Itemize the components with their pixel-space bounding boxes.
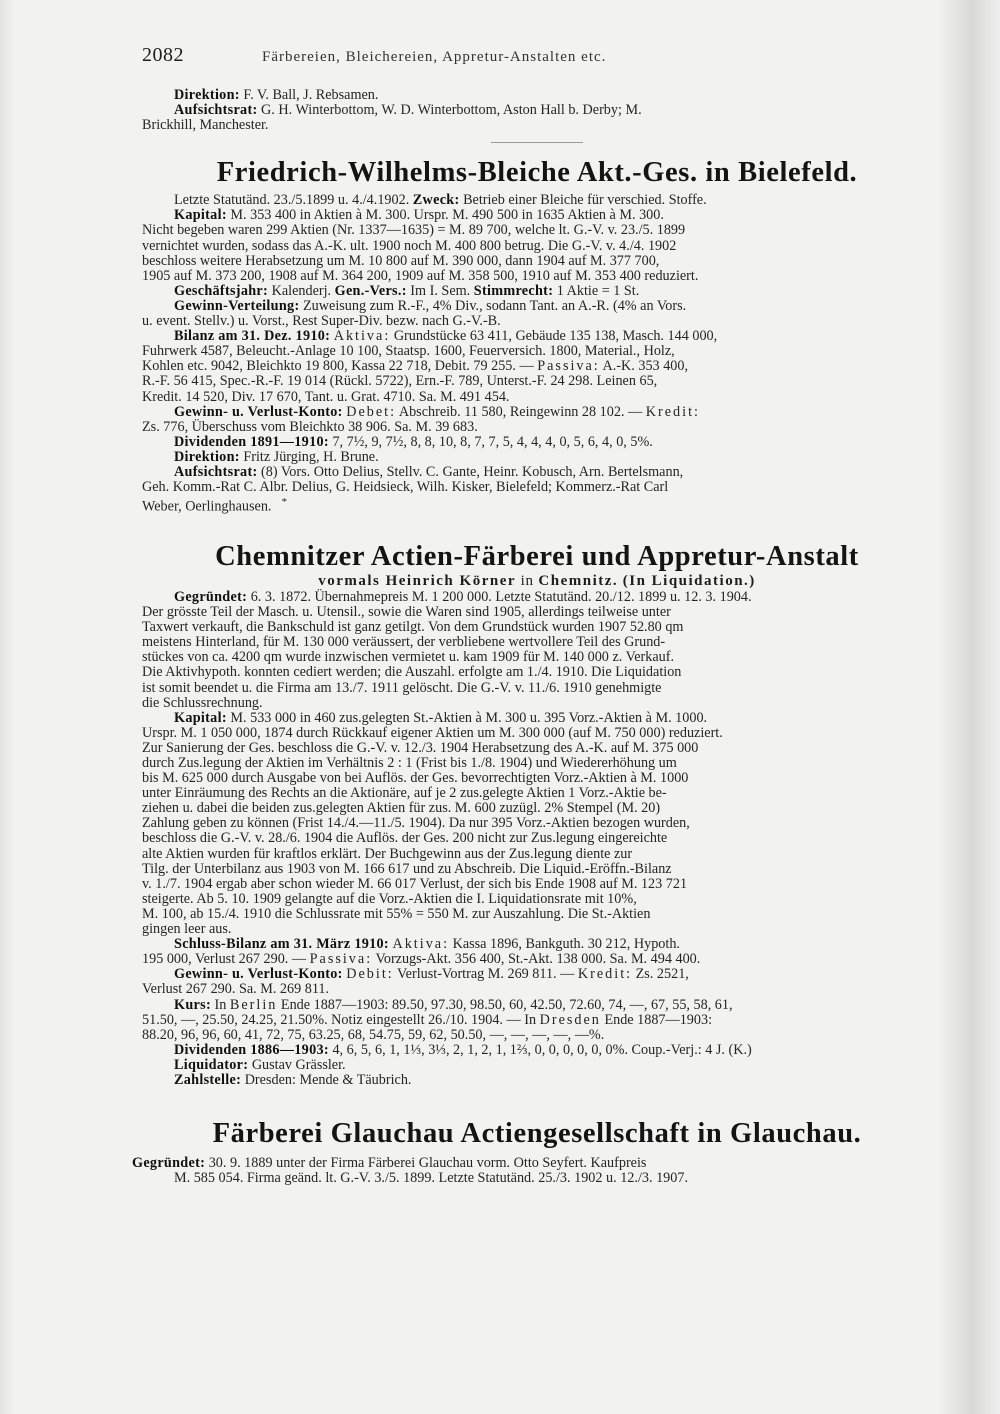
- text-line: Zur Sanierung der Ges. beschloss die G.-V. v. 12./3. 1904 Herabsetzung des A.-K. auf M. 375 000: [142, 739, 699, 756]
- text-line: Weber, Oerlinghausen. *: [142, 496, 287, 515]
- text-line: beschloss weitere Herabsetzung um M. 10 800 auf M. 390 000, dann 1904 auf M. 377 700,: [142, 252, 660, 269]
- page-content: [132, 44, 932, 1187]
- aufsichtsrat-line-cont: Brickhill, Manchester.: [142, 117, 269, 134]
- text-line: steigerte. Ab 5. 10. 1909 gelangte auf die Vorz.-Aktien die I. Liquidationsrate mit 10%,: [142, 890, 637, 907]
- gegruendet-line: Gegründet: 30. 9. 1889 unter der Firma Färberei Glauchau vorm. Otto Seyfert. Kaufpreis: [132, 1155, 647, 1172]
- text-line: stückes von ca. 4200 qm wurde inzwischen vermietet u. kam 1909 für M. 140 000 z. Verkauf.: [142, 649, 675, 666]
- running-title: Färbereien, Bleichereien, Appretur-Anstalten etc.: [262, 49, 607, 65]
- text-line: R.-F. 56 415, Spec.-R.-F. 19 014 (Rückl. 5722), Ern.-F. 789, Unterst.-F. 24 298. Leinen 65,: [142, 373, 658, 390]
- text-line: Die Aktivhypoth. konnten cediert werden; die Auszahl. erfolgte am 1./4. 1910. Die Liquidation: [142, 664, 682, 681]
- company-subtitle-chemnitz: vormals Heinrich Körner in Chemnitz. (In Liquidation.): [318, 572, 756, 589]
- text-line: meistens Hinterland, für M. 130 000 veräussert, der verbliebene wertvollere Teil des Grund-: [142, 634, 666, 651]
- page-right-edge: [938, 0, 1000, 1414]
- geschaeftsjahr-line: Geschäftsjahr: Kalenderj. Gen.-Vers.: Im I. Sem. Stimmrecht: 1 Aktie = 1 St.: [174, 282, 640, 299]
- kurs-line: Kurs: In Berlin Ende 1887—1903: 89.50, 97.30, 98.50, 60, 42.50, 72.60, 74, —, 67, 55, 58, 61,: [174, 996, 733, 1013]
- text-line: Fuhrwerk 4587, Beleucht.-Anlage 10 100, Staatsp. 1600, Feuerversich. 1800, Material., Holz,: [142, 343, 675, 360]
- previous-company-tail: [142, 88, 932, 133]
- company-title-bielefeld: Friedrich-Wilhelms-Bleiche Akt.-Ges. in Bielefeld.: [216, 157, 858, 189]
- dividenden-line: Dividenden 1886—1903: 4, 6, 5, 6, 1, 1⅓, 3⅓, 2, 1, 2, 1, 1⅔, 0, 0, 0, 0, 0, 0%. Coup.-Verj.: 4 J. (K.): [174, 1041, 752, 1058]
- gewinn-verteilung-line: Gewinn-Verteilung: Zuweisung zum R.-F., 4% Div., sodann Tant. an A.-R. (4% an Vors.: [174, 297, 687, 314]
- liquidator-line: Liquidator: Gustav Grässler.: [174, 1056, 346, 1073]
- page-number: 2082: [142, 44, 184, 66]
- text-line: Geh. Komm.-Rat C. Albr. Delius, G. Heidsieck, Wilh. Kisker, Bielefeld; Kommerz.-Rat Carl: [142, 479, 669, 496]
- aufsichtsrat-line: Aufsichtsrat: G. H. Winterbottom, W. D. Winterbottom, Aston Hall b. Derby; M.: [174, 102, 642, 119]
- kapital-line: Kapital: M. 353 400 in Aktien à M. 300. Urspr. M. 490 500 in 1635 Aktien à M. 300.: [174, 207, 664, 224]
- text-line: 195 000, Verlust 267 290. — Passiva: Vorzugs-Akt. 356 400, St.-Akt. 138 000. Sa. M. 494 400.: [142, 951, 701, 968]
- gewinn-verlust-line: Gewinn- u. Verlust-Konto: Debet: Abschreib. 11 580, Reingewinn 28 102. — Kredit:: [174, 403, 700, 420]
- text-line: Verlust 267 290. Sa. M. 269 811.: [142, 981, 330, 998]
- text-line: unter Einräumung des Rechts an die Aktionäre, auf je 2 zus.gelegte Aktien 1 Vorz.-Aktie be-: [142, 785, 667, 802]
- text-line: Der grösste Teil der Masch. u. Utensil., sowie die Waren sind 1905, allerdings teilweise unter: [142, 604, 671, 621]
- gewinn-verlust-line: Gewinn- u. Verlust-Konto: Debit: Verlust-Vortrag M. 269 811. — Kredit: Zs. 2521,: [174, 966, 689, 983]
- text-line: Zs. 776, Überschuss vom Bleichkto 38 906. Sa. M. 39 683.: [142, 418, 478, 435]
- bilanz-line: Bilanz am 31. Dez. 1910: Aktiva: Grundstücke 63 411, Gebäude 135 138, Masch. 144 000,: [174, 328, 718, 345]
- schluss-bilanz-line: Schluss-Bilanz am 31. März 1910: Aktiva: Kassa 1896, Bankguth. 30 212, Hypoth.: [174, 936, 680, 953]
- footnote-star: *: [281, 496, 287, 509]
- text-line: 51.50, —, 25.50, 24.25, 21.50%. Notiz eingestellt 26./10. 1904. — In Dresden Ende 1887—1903:: [142, 1011, 713, 1028]
- company-title-glauchau: Färberei Glauchau Actiengesellschaft in Glauchau.: [212, 1118, 862, 1150]
- text-line: alte Aktien wurden für kraftlos erklärt. Der Buchgewinn aus der Zus.legung diente zur: [142, 845, 633, 862]
- dividenden-line: Dividenden 1891—1910: 7, 7½, 9, 7½, 8, 8, 10, 8, 7, 7, 5, 4, 4, 4, 0, 5, 6, 4, 0, 5%.: [174, 433, 653, 450]
- text-line: ziehen u. dabei die beiden zus.gelegten Aktien für zus. M. 600 zuzügl. 2% Stempel (M. 20): [142, 800, 661, 817]
- text-line: v. 1./7. 1904 ergab aber schon wieder M. 66 017 Verlust, der sich bis Ende 1908 auf M. 123 721: [142, 875, 688, 892]
- text-line: Nicht begeben waren 299 Aktien (Nr. 1337—1635) = M. 89 700, welche lt. G.-V. v. 23./5. 1899: [142, 222, 686, 239]
- text-line: Zahlung geben zu können (Frist 14./4.—11./5. 1904). Da nur 395 Vorz.-Aktien bezogen wurden,: [142, 815, 690, 832]
- text-line: die Schlussrechnung.: [142, 694, 263, 711]
- text-line: M. 100, ab 15./4. 1910 die Schlussrate mit 55% = 550 M. zur Auszahlung. Die St.-Aktien: [142, 905, 651, 922]
- text-line: gingen leer aus.: [142, 921, 232, 938]
- text-line: Kohlen etc. 9042, Bleichkto 19 800, Kassa 22 718, Debit. 79 255. — Passiva: A.-K. 353 400,: [142, 358, 689, 375]
- aufsichtsrat-line: Aufsichtsrat: (8) Vors. Otto Delius, Stellv. C. Gante, Heinr. Kobusch, Arn. Bertelsmann,: [174, 463, 684, 480]
- text-line: Kredit. 14 520, Div. 17 670, Tant. u. Grat. 4710. Sa. M. 491 454.: [142, 388, 510, 405]
- text-line: Urspr. M. 1 050 000, 1874 durch Rückkauf eigener Aktien um M. 300 000 (auf M. 750 000) reduziert.: [142, 724, 723, 741]
- zahlstelle-line: Zahlstelle: Dresden: Mende & Täubrich.: [174, 1071, 412, 1088]
- company-chemnitz: [142, 541, 932, 1088]
- direktion-line: Direktion: Fritz Jürging, H. Brune.: [174, 448, 379, 465]
- text-line: u. event. Stellv.) u. Vorst., Rest Super-Div. bezw. nach G.-V.-B.: [142, 313, 501, 330]
- text-line: durch Zus.legung der Aktien im Verhältnis 2 : 1 (Frist bis 1./8. 1904) und Wiedererhöhung um: [142, 755, 677, 772]
- text-line: ist somit beendet u. die Firma am 13./7. 1911 gelöscht. Die G.-V. v. 11./6. 1910 genehmigte: [142, 679, 662, 696]
- direktion-line: Direktion: F. V. Ball, J. Rebsamen.: [174, 87, 379, 103]
- text-line: 88.20, 96, 96, 60, 41, 72, 75, 63.25, 68, 54.75, 59, 62, 50.50, —, —, —, —, —%.: [142, 1026, 605, 1043]
- text-line: Tilg. der Unterbilanz aus 1903 von M. 166 617 und zu Abschreib. Die Liquid.-Eröffn.-Bilanz: [142, 860, 672, 877]
- company-bielefeld: [142, 157, 932, 515]
- running-head: [142, 44, 932, 74]
- text-line: M. 585 054. Firma geänd. lt. G.-V. 3./5. 1899. Letzte Statutänd. 25./3. 1902 u. 12./3. 1907.: [174, 1170, 688, 1187]
- text-line: bis M. 625 000 durch Ausgabe von bei Auflös. der Ges. bevorrechtigten Vorz.-Aktien à M. 1000: [142, 770, 689, 787]
- text-line: vernichtet wurden, sodass das A.-K. ult. 1900 noch M. 400 800 betrug. Die G.-V. v. 4./4. 1902: [142, 237, 677, 254]
- text-line: 1905 auf M. 373 200, 1908 auf M. 364 200, 1909 auf M. 358 500, 1910 auf M. 353 400 reduziert.: [142, 267, 699, 284]
- page-left-edge: [0, 0, 14, 1414]
- statute-line: Letzte Statutänd. 23./5.1899 u. 4./4.1902. Zweck: Betrieb einer Bleiche für verschied. Stoffe.: [174, 192, 707, 209]
- text-line: Taxwert verkauft, die Bankschuld ist ganz getilgt. Von dem Grundstück wurden 1907 52.80 qm: [142, 619, 684, 636]
- company-title-chemnitz: Chemnitzer Actien-Färberei und Appretur-Anstalt: [215, 540, 859, 572]
- kapital-line: Kapital: M. 533 000 in 460 zus.gelegten St.-Aktien à M. 300 u. 395 Vorz.-Aktien à M. 1000.: [174, 709, 708, 726]
- gegruendet-line: Gegründet: 6. 3. 1872. Übernahmepreis M. 1 200 000. Letzte Statutänd. 20./12. 1899 u. 12. 3. 1904.: [174, 588, 752, 605]
- text-line: beschloss die G.-V. v. 28./6. 1904 die Auflös. der Ges. 200 nicht zur Zus.legung eingereichte: [142, 830, 668, 847]
- company-glauchau: [132, 1118, 932, 1187]
